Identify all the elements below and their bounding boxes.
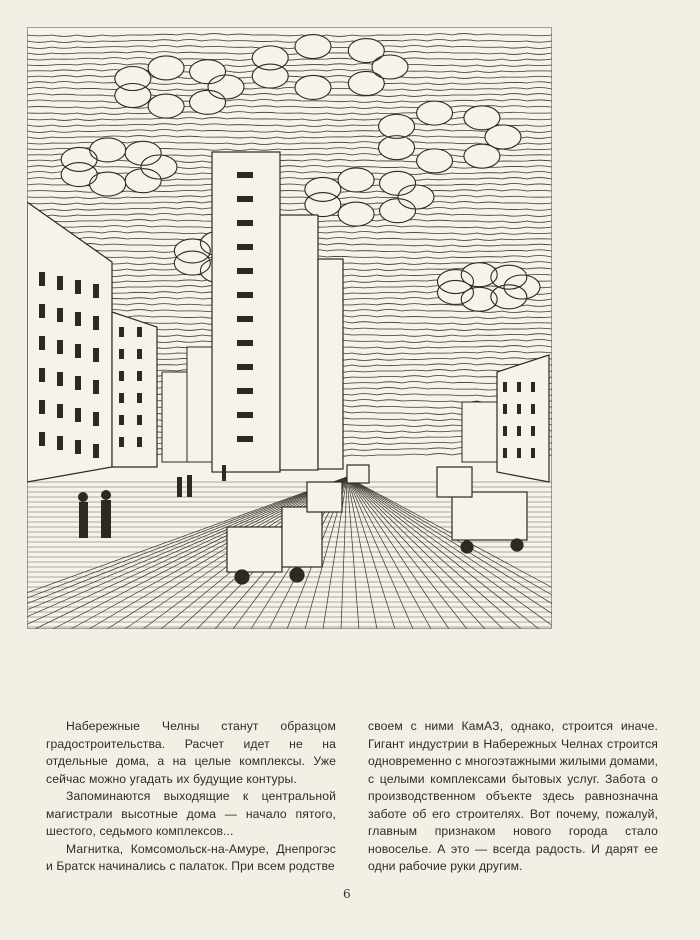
ink-sketch — [27, 27, 552, 629]
text-column-right — [368, 718, 658, 876]
street-illustration — [27, 27, 552, 629]
paragraph: своем с ними КамАЗ, однако, строится иначе. Гигант индустрии в Набережных Челнах строится одновременно с многоэтажными жилыми домами, с целыми комплексами бытовых услуг. Забота о производственном объекте здесь равнозначна заботе об его строителях. Вот почему, пожалуй, главным признаком нового города стало новоселье. А это — всегда радость. И дарят ее одни рабочие руки другим. — [368, 719, 658, 873]
right-building — [497, 355, 549, 482]
paragraph: Запоминаются выходящие к центральной магистрали высотные дома — начало пятого, шестого, седьмого комплексов... — [46, 789, 336, 838]
paragraph: Магнитка, Комсомольск-на-Амуре, Днепрогэс и Братск начинались с палаток. При всем родстве — [46, 841, 336, 873]
page-number: 6 — [343, 887, 351, 901]
text-column-left — [46, 718, 336, 876]
paragraph: Набережные Челны станут образцом градостроительства. Расчет идет не на отдельные дома, а на целые комплексы. Уже сейчас можно угадать их будущие контуры. — [46, 719, 336, 786]
